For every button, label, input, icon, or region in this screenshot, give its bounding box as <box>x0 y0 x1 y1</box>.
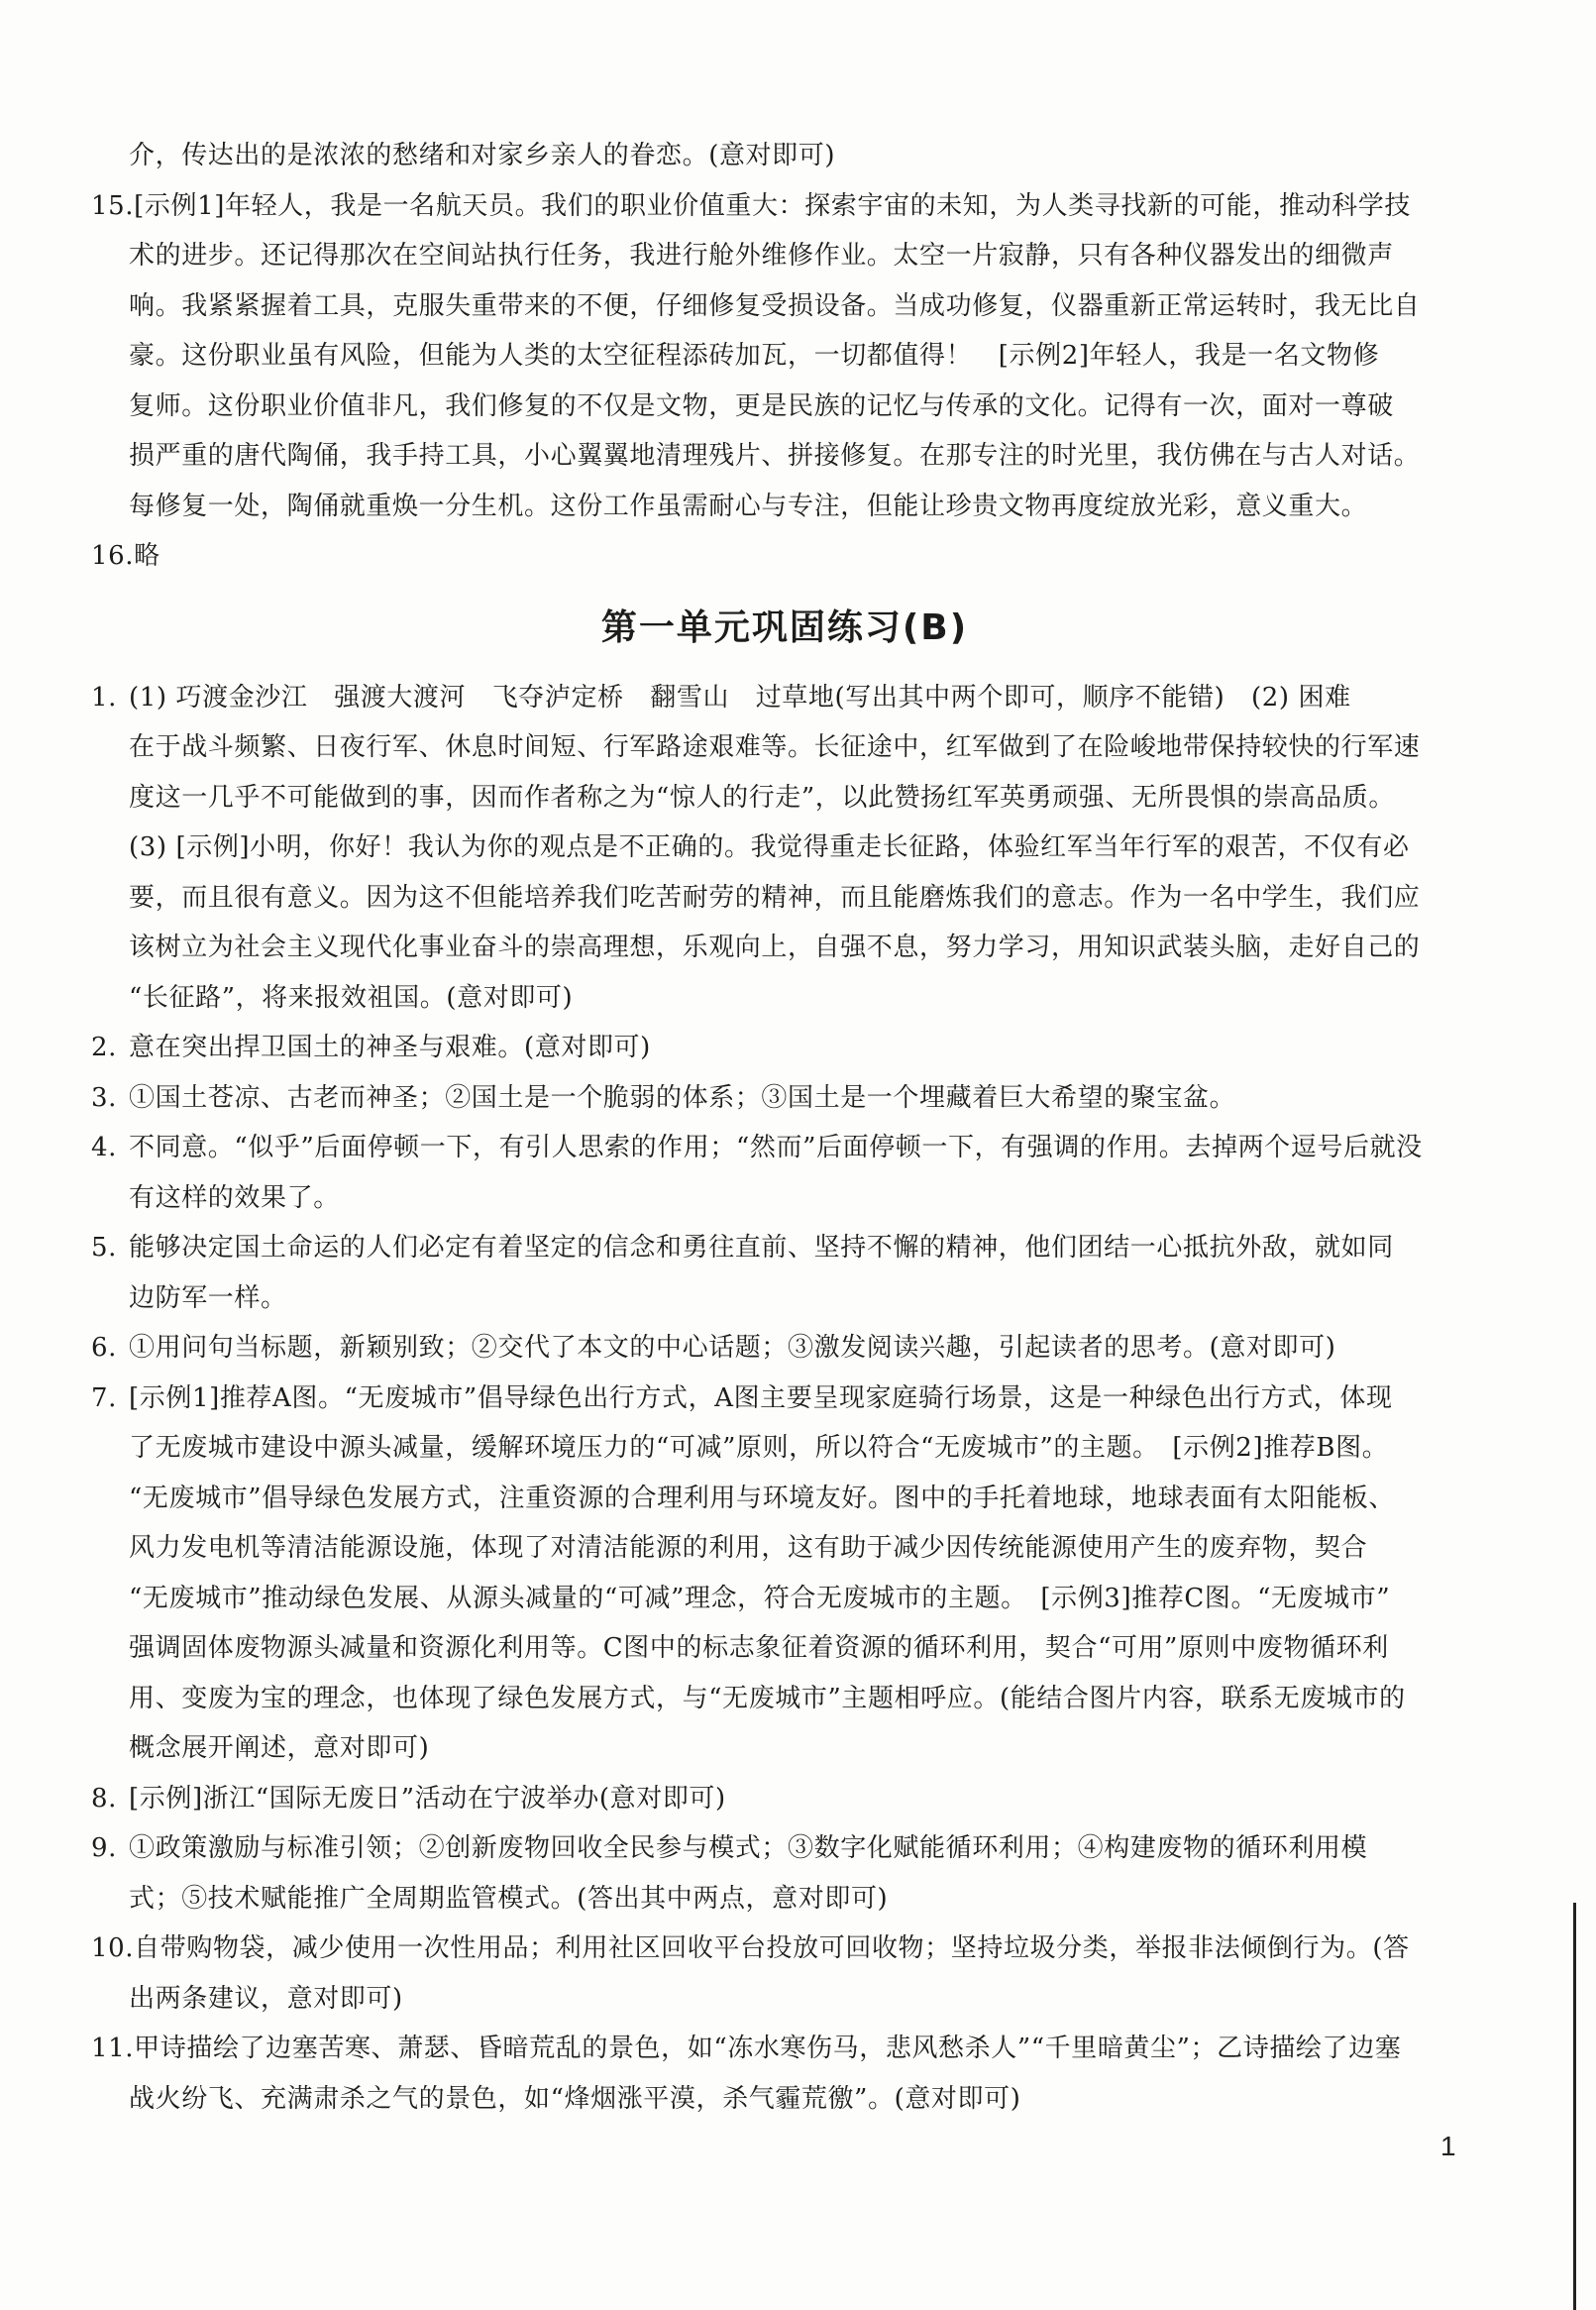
question-number: 2. <box>91 1033 118 1062</box>
answer-item-start <box>91 2024 1478 2074</box>
answer-item-start <box>91 1774 1478 1824</box>
answer-line <box>91 231 1478 281</box>
answer-text: 用、变废为宝的理念，也体现了绿色发展方式，与“无废城市”主题相呼应。(能结合图片内容，联系无废城市的 <box>129 1683 1406 1713</box>
answer-line <box>91 923 1478 973</box>
answer-text: “长征路”，将来报效祖国。(意对即可) <box>129 982 574 1013</box>
answer-content <box>91 131 1478 2124</box>
answer-text: 式；⑤技术赋能推广全周期监管模式。(答出其中两点，意对即可) <box>129 1883 889 1914</box>
answer-line <box>91 1173 1478 1224</box>
answer-text: ①用问句当标题，新颖别致；②交代了本文的中心话题；③激发阅读兴趣，引起读者的思考。(意对即可) <box>129 1333 1336 1363</box>
answer-text: (3) [示例]小明，你好！我认为你的观点是不正确的。我觉得重走长征路，体验红军当年行军的艰苦，不仅有必 <box>129 832 1410 862</box>
question-number: 5. <box>91 1233 118 1263</box>
section-answers <box>91 673 1478 2125</box>
answer-line <box>91 431 1478 482</box>
answer-line <box>91 973 1478 1024</box>
answer-item-start <box>91 1073 1478 1124</box>
answer-text: “无废城市”倡导绿色发展方式，注重资源的合理利用与环境友好。图中的手托着地球，地球表面有太阳能板、 <box>129 1483 1395 1513</box>
question-number: 7. <box>91 1382 118 1413</box>
answer-text: [示例1]年轻人，我是一名航天员。我们的职业价值重大：探索宇宙的未知，为人类寻找新的可能，推动科学技 <box>134 190 1411 221</box>
question-number: 6. <box>91 1333 118 1363</box>
answer-text: 甲诗描绘了边塞苦寒、萧瑟、昏暗荒乱的景色，如“冻水寒伤马，悲风愁杀人”“千里暗黄尘”；乙诗描绘了边塞 <box>134 2034 1402 2063</box>
answer-text: “无废城市”推动绿色发展、从源头减量的“可减”理念，符合无废城市的主题。 [示例3]推荐C图。“无废城市” <box>129 1583 1391 1613</box>
answer-text: [示例]浙江“国际无废日”活动在宁波举办(意对即可) <box>129 1783 726 1814</box>
answer-text: 每修复一处，陶俑就重焕一分生机。这份工作虽需耐心与专注，但能让珍贵文物再度绽放光彩，意义重大。 <box>129 491 1368 521</box>
answer-item-start <box>91 1123 1478 1173</box>
answer-line <box>91 1674 1478 1724</box>
answer-line <box>91 722 1478 773</box>
question-number: 1. <box>91 682 118 713</box>
answer-text: 意在突出捍卫国土的神圣与艰难。(意对即可) <box>129 1033 651 1062</box>
answer-text: 出两条建议，意对即可) <box>129 1983 403 2014</box>
answer-text: 介，传达出的是浓浓的愁绪和对家乡亲人的眷恋。(意对即可) <box>129 141 836 170</box>
answer-line <box>91 382 1478 432</box>
answer-line <box>91 131 1478 181</box>
question-number: 8. <box>91 1783 118 1814</box>
answer-line <box>91 1974 1478 2025</box>
answer-line <box>91 1874 1478 1925</box>
answer-item-start <box>91 1023 1478 1073</box>
question-number: 10. <box>91 1933 135 1963</box>
answer-item-start <box>91 1374 1478 1424</box>
answer-text: 损严重的唐代陶俑，我手持工具，小心翼翼地清理残片、拼接修复。在那专注的时光里，我仿佛在与古人对话。 <box>129 441 1421 471</box>
answer-line <box>91 773 1478 824</box>
answer-text: 了无废城市建设中源头减量，缓解环境压力的“可减”原则，所以符合“无废城市”的主题。 [示例2]推荐B图。 <box>129 1433 1389 1463</box>
answer-line <box>91 1273 1478 1324</box>
answer-text: ①政策激励与标准引领；②创新废物回收全民参与模式；③数字化赋能循环利用；④构建废物的循环利用模 <box>129 1833 1368 1863</box>
answer-line <box>91 1523 1478 1574</box>
answer-item-start <box>91 673 1478 723</box>
answer-text: 强调固体废物源头减量和资源化利用等。C图中的标志象征着资源的循环利用，契合“可用”原则中废物循环利 <box>129 1633 1389 1663</box>
answer-item-start <box>91 1823 1478 1874</box>
question-number: 15. <box>91 190 135 221</box>
answer-line <box>91 1623 1478 1674</box>
question-number: 9. <box>91 1833 118 1863</box>
answer-line <box>91 281 1478 332</box>
answer-text: 不同意。“似乎”后面停顿一下，有引人思索的作用；“然而”后面停顿一下，有强调的作用。去掉两个逗号后就没 <box>129 1133 1423 1162</box>
answer-text: (1) 巧渡金沙江 强渡大渡河 飞夺泸定桥 翻雪山 过草地(写出其中两个即可，顺序不能错) (2) 困难 <box>129 682 1351 713</box>
question-number: 11. <box>91 2034 135 2063</box>
answer-line <box>91 482 1478 532</box>
answer-text: 能够决定国土命运的人们必定有着坚定的信念和勇往直前、坚持不懈的精神，他们团结一心抵抗外敌，就如同 <box>129 1233 1394 1263</box>
answer-text: [示例1]推荐A图。“无废城市”倡导绿色出行方式，A图主要呈现家庭骑行场景，这是一种绿色出行方式，体现 <box>129 1382 1393 1413</box>
answer-item-start <box>91 181 1478 232</box>
page-edge-rule <box>1573 1903 1576 2310</box>
answer-text: 自带购物袋，减少使用一次性用品；利用社区回收平台投放可回收物；坚持垃圾分类，举报非法倾倒行为。(答 <box>134 1933 1410 1963</box>
page-number: 1 <box>1440 2131 1456 2161</box>
answer-text: 豪。这份职业虽有风险，但能为人类的太空征程添砖加瓦，一切都值得！ [示例2]年轻人，我是一名文物修 <box>129 341 1380 371</box>
answer-text: 边防军一样。 <box>129 1282 287 1313</box>
answer-line <box>91 823 1478 873</box>
answer-line <box>91 1474 1478 1524</box>
answer-text: 复师。这份职业价值非凡，我们修复的不仅是文物，更是民族的记忆与传承的文化。记得有一次，面对一尊破 <box>129 390 1394 421</box>
answer-item-start <box>91 531 1478 582</box>
answer-text: 术的进步。还记得那次在空间站执行任务，我进行舱外维修作业。太空一片寂静，只有各种仪器发出的细微声 <box>129 241 1394 271</box>
answer-text: 要，而且很有意义。因为这不但能培养我们吃苦耐劳的精神，而且能磨炼我们的意志。作为一名中学生，我们应 <box>129 882 1421 913</box>
answer-line <box>91 2074 1478 2125</box>
answer-line <box>91 1423 1478 1474</box>
answer-text: 有这样的效果了。 <box>129 1182 340 1213</box>
answer-text: 略 <box>134 541 160 571</box>
section-title: 第一单元巩固练习(B) <box>600 606 969 648</box>
previous-answers <box>91 131 1478 582</box>
answer-item-start <box>91 1323 1478 1374</box>
answer-text: ①国土苍凉、古老而神圣；②国土是一个脆弱的体系；③国土是一个埋藏着巨大希望的聚宝盆。 <box>129 1082 1236 1113</box>
answer-line <box>91 1723 1478 1774</box>
answer-item-start <box>91 1223 1478 1273</box>
question-number: 16. <box>91 541 135 571</box>
answer-line <box>91 1574 1478 1624</box>
answer-text: 风力发电机等清洁能源设施，体现了对清洁能源的利用，这有助于减少因传统能源使用产生的废弃物，契合 <box>129 1533 1368 1563</box>
question-number: 3. <box>91 1082 118 1113</box>
answer-text: 战火纷飞、充满肃杀之气的景色，如“烽烟涨平漠，杀气霾荒徼”。(意对即可) <box>129 2083 1021 2114</box>
answer-line <box>91 873 1478 924</box>
answer-line <box>91 331 1478 382</box>
answer-text: 该树立为社会主义现代化事业奋斗的崇高理想，乐观向上，自强不息，努力学习，用知识武装头脑，走好自己的 <box>129 933 1421 962</box>
answer-item-start <box>91 1924 1478 1974</box>
question-number: 4. <box>91 1133 118 1162</box>
answer-text: 概念展开阐述，意对即可) <box>129 1733 430 1763</box>
answer-text: 在于战斗频繁、日夜行军、休息时间短、行军路途艰难等。长征途中，红军做到了在险峻地带保持较快的行军速 <box>129 732 1421 762</box>
answer-text: 度这一几乎不可能做到的事，因而作者称之为“惊人的行走”，以此赞扬红军英勇顽强、无所畏惧的崇高品质。 <box>129 782 1395 813</box>
answer-text: 响。我紧紧握着工具，克服失重带来的不便，仔细修复受损设备。当成功修复，仪器重新正常运转时，我无比自 <box>129 290 1421 321</box>
